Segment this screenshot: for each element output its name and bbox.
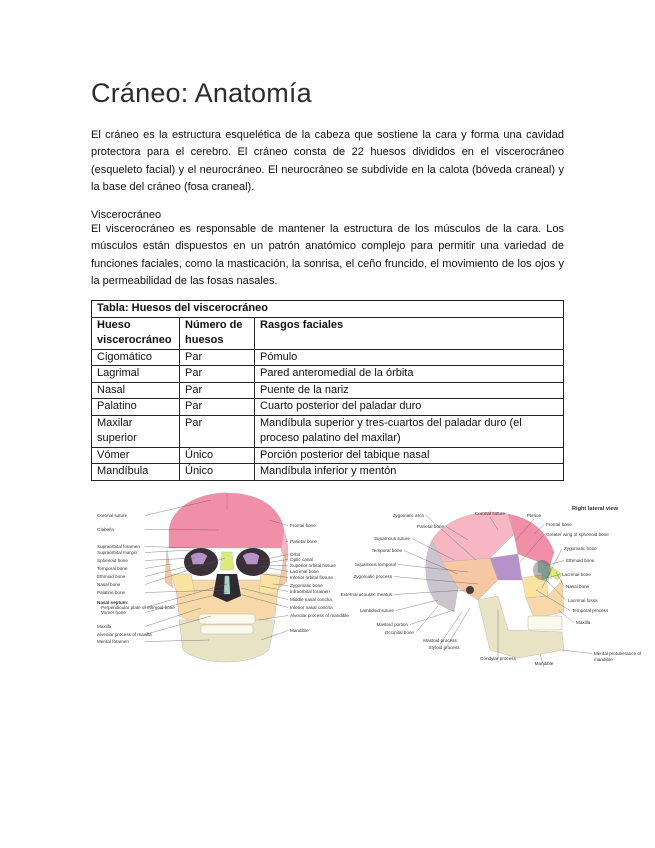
frontal-label-left: Glabella [97,527,114,532]
zygomatic-right-region [259,574,281,594]
upper-teeth [199,614,255,624]
lateral-label: Maxilla [576,620,591,625]
lateral-label: Lacrimal bone [562,572,591,577]
leader-line [145,550,191,553]
lateral-label: Squamous suture [373,536,410,541]
section-paragraph: El viscerocráneo es responsable de mantener la estructura de los músculos de la cara. Los músculos están dispuestos en un patrón anatómico complejo para permitir una variedad de funciones faciales, como la masticación, la sonrisa, el ceño fruncido, el movimiento de los ojos y la permeabilidad de las fosas nasales. [91,223,564,288]
table-row [92,464,564,481]
table-caption-row [92,301,564,318]
cell-feature: Cuarto posterior del paladar duro [255,399,564,416]
header-bone: Hueso viscerocráneo [92,317,180,349]
frontal-label-right: Superior orbital fissure [290,563,336,568]
leader-line [416,606,438,633]
lateral-label: Mastoid process [423,638,457,643]
lateral-label: Temporal process [572,608,609,613]
cell-feature: Mandíbula superior y tres-cuartos del paladar duro (el proceso palatino del maxilar) [255,415,564,447]
lateral-label: Lacrimal fossa [568,598,598,603]
leader-line [562,650,592,654]
lateral-label: mandible [594,657,613,662]
ethmoid-septum [224,576,230,594]
intro-paragraph: El cráneo es la estructura esquelética de la cabeza que sostiene la cara y forma una cavidad protectora para el cerebro. El cráneo consta de 22 huesos divididos en el viscerocráneo (esqueleto facial) y el neurocráneo. El neurocráneo se subdivide en la calota (bóveda craneal) y la base del cráneo (fosa craneal). [91,129,564,194]
frontal-label-left: Supraorbital foramen [97,544,140,549]
leader-line [396,600,438,611]
ear-meatus [466,586,474,594]
skull-frontal-figure [91,490,359,670]
frontal-label-left: Vomer bone [101,610,126,615]
lateral-label: Ethmoid bone [566,558,595,563]
lateral-label: External acoustic meatus [340,592,392,597]
nasal-bone [220,552,234,570]
header-count: Número de huesos [180,317,255,349]
frontal-label-right: Frontal bone [290,523,316,528]
frontal-label-left: Sphenoid bone [97,558,128,563]
cell-bone: Cigomático [92,349,180,366]
cell-count: Único [180,464,255,481]
lateral-label: Parietal bone [416,524,444,529]
frontal-label-left: Palatine bone [97,590,126,595]
frontal-label-right: Lacrimal bone [290,569,319,574]
lateral-label: Temporal bone [371,548,402,553]
lateral-label: Mental protuberance of [594,651,642,656]
lateral-label: Frontal bone [546,522,572,527]
cell-feature: Pómulo [255,349,564,366]
lateral-label: Styloid process [428,645,460,650]
frontal-label-right: Inferior nasal concha [290,605,333,610]
cell-bone: Mandíbula [92,464,180,481]
cell-bone: Vómer [92,447,180,464]
cell-count: Único [180,447,255,464]
lateral-label: Pterion [526,513,542,518]
lateral-label: Greater wing of sphenoid bone [546,532,609,537]
frontal-label-left: Temporal bone [97,566,128,571]
section-heading: Viscerocráneo [91,209,162,221]
cell-bone: Maxilar superior [92,415,180,447]
cell-bone: Lagrimal [92,366,180,383]
lateral-label: Nasal bone [566,584,590,589]
lateral-label: Squamous temporal [354,562,396,567]
lateral-teeth [528,616,562,630]
frontal-label-right: Optic canal [290,557,313,562]
bones-table [91,300,564,481]
cell-count: Par [180,382,255,399]
frontal-label-left: Nasal septum: [97,600,129,605]
frontal-label-left: Supraorbital margin [97,550,138,555]
lateral-label: Condylar process [480,656,516,661]
skull-lateral-illustration [340,500,642,678]
header-features: Rasgos faciales [255,317,564,349]
cell-feature: Pared anteromedial de la órbita [255,366,564,383]
lateral-label: Mastoid portion [376,622,408,627]
cell-bone: Palatino [92,399,180,416]
lateral-orbit [533,560,551,580]
frontal-label-right: Orbit [290,552,300,557]
frontal-label-left: Nasal bone [97,582,121,587]
frontal-label-right: Middle nasal concha [290,597,332,602]
temporal-bone-region [165,550,173,588]
cell-count: Par [180,399,255,416]
table-row [92,366,564,383]
frontal-label-left: Maxilla [97,624,112,629]
frontal-label-left: Coronal suture [97,513,128,518]
frontal-label-left: Ethmoid bone [97,574,126,579]
skull-frontal-illustration [91,490,359,670]
cell-count: Par [180,415,255,447]
frontal-label-left: Alveolar process of maxilla [97,632,152,637]
frontal-label-left: Mental foramen [97,639,129,644]
leader-line [410,610,454,625]
frontal-label-right: Infraorbital foramen [290,589,330,594]
table-row [92,447,564,464]
lateral-label: Mandible [534,661,554,666]
lateral-label: Zygomatic arch [392,513,424,518]
frontal-label-left: Perpendicular plate of ethmoid bone [101,605,175,610]
frontal-label-right: Zygomatic bone [290,583,323,588]
lateral-label: Coronal suture [474,511,506,516]
table-row [92,415,564,447]
lateral-label: Lambdoid suture [359,608,394,613]
cell-feature: Porción posterior del tabique nasal [255,447,564,464]
cell-feature: Puente de la nariz [255,382,564,399]
table-row [92,349,564,366]
lateral-label: Zygomatic bone [564,546,597,551]
table-row [92,382,564,399]
cell-count: Par [180,366,255,383]
frontal-label-right: Inferior orbital fissure [290,575,333,580]
lateral-label: Occipital bone [384,630,414,635]
table-row [92,399,564,416]
skull-lateral-figure [340,500,642,678]
frontal-label-right: Alveolar process of mandible [290,613,349,618]
frontal-bone-region [169,493,284,548]
cell-bone: Nasal [92,382,180,399]
lower-teeth [201,625,253,634]
page-title: Cráneo: Anatomía [91,78,312,108]
lateral-view-title: Right lateral view [572,506,619,512]
table-caption: Tabla: Huesos del viscerocráneo [92,301,564,318]
cell-count: Par [180,349,255,366]
table-header-row [92,317,564,349]
cell-feature: Mandíbula inferior y mentón [255,464,564,481]
parietal-region [432,512,514,562]
lateral-label: Zygomatic process [353,574,392,579]
frontal-label-right: Parietal bone [290,539,318,544]
frontal-label-right: Mandible [290,628,309,633]
